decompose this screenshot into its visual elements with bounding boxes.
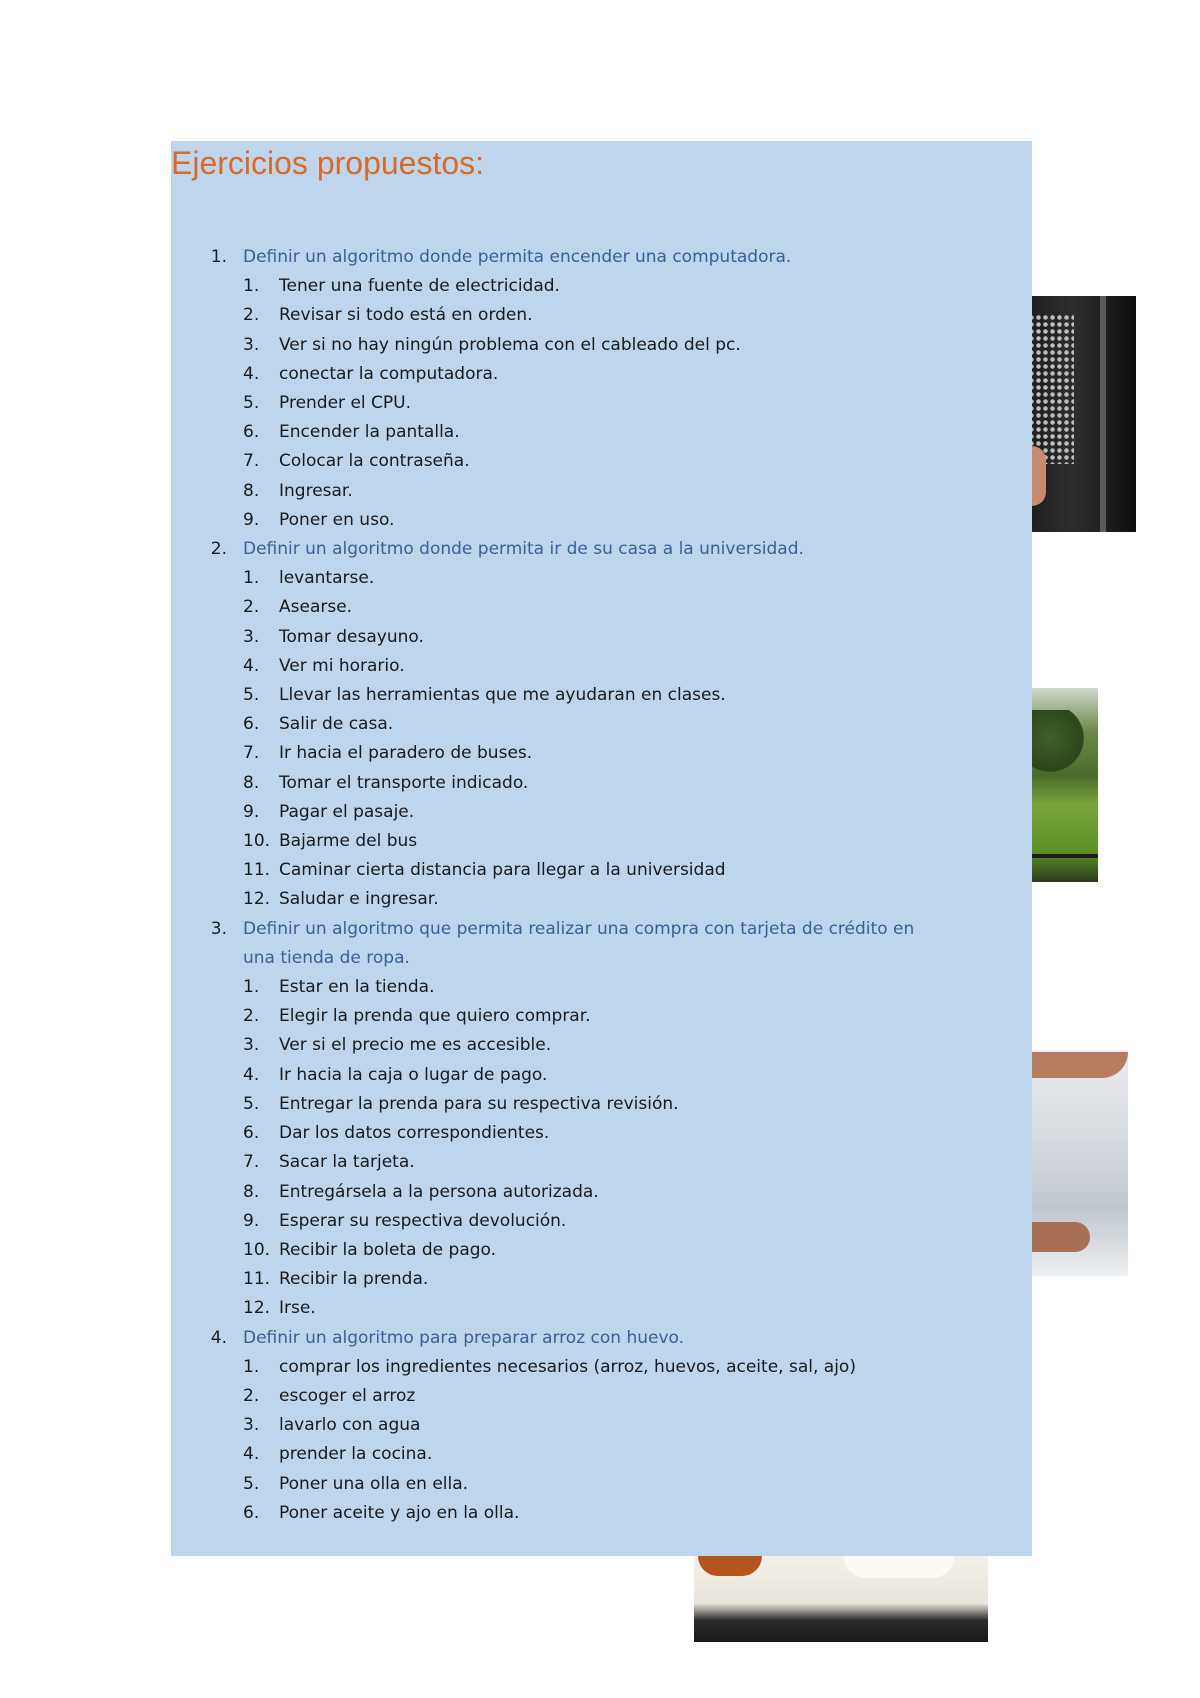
step-item [171, 331, 1032, 360]
step-text: Entregar la prenda para su respectiva revisión. [279, 1093, 679, 1114]
step-number: 5. [243, 685, 260, 706]
step-text: Bajarme del bus [279, 831, 418, 852]
exercise-number: 4. [210, 1327, 227, 1348]
step-number: 8. [243, 480, 260, 501]
step-text: Poner una olla en ella. [279, 1473, 469, 1494]
step-item [171, 564, 1032, 593]
exercise-list [171, 243, 1032, 1528]
exercise-heading-row [171, 1324, 1032, 1353]
step-text: Sacar la tarjeta. [279, 1152, 415, 1173]
step-item [171, 1119, 1032, 1148]
step-text: Caminar cierta distancia para llegar a la universidad [279, 860, 726, 881]
exercise-heading-row [171, 915, 1032, 973]
step-text: escoger el arroz [279, 1385, 416, 1406]
exercise-heading: Definir un algoritmo donde permita ir de su casa a la universidad. [243, 539, 804, 560]
step-text: Saludar e ingresar. [279, 889, 439, 910]
step-text: Estar en la tienda. [279, 977, 435, 998]
step-number: 3. [243, 626, 260, 647]
step-number: 9. [243, 1210, 260, 1231]
step-text: Encender la pantalla. [279, 422, 460, 443]
step-number: 8. [243, 1181, 260, 1202]
step-number: 4. [243, 363, 260, 384]
step-item [171, 885, 1032, 914]
step-number: 6. [243, 422, 260, 443]
exercise-number: 2. [210, 539, 227, 560]
computer-photo [1020, 296, 1136, 532]
step-item [171, 710, 1032, 739]
step-text: conectar la computadora. [279, 363, 499, 384]
step-item [171, 1265, 1032, 1294]
step-text: levantarse. [279, 568, 375, 589]
exercise-heading: Definir un algoritmo donde permita encender una computadora. [243, 247, 792, 267]
exercise-item [171, 243, 1032, 535]
step-item [171, 1499, 1032, 1528]
step-number: 5. [243, 1473, 260, 1494]
step-item [171, 1061, 1032, 1090]
step-text: Prender el CPU. [279, 393, 411, 414]
step-text: Esperar su respectiva devolución. [279, 1210, 567, 1231]
step-text: Poner en uso. [279, 509, 395, 530]
step-item [171, 827, 1032, 856]
step-item [171, 1090, 1032, 1119]
page-title: Ejercicios propuestos: [171, 145, 485, 181]
step-text: Irse. [279, 1298, 316, 1319]
step-item [171, 418, 1032, 447]
step-number: 10. [243, 831, 271, 852]
step-text: Entregársela a la persona autorizada. [279, 1181, 599, 1202]
step-item [171, 973, 1032, 1002]
step-item [171, 272, 1032, 301]
step-number: 12. [243, 1298, 271, 1319]
step-text: Salir de casa. [279, 714, 394, 735]
step-text: Colocar la contraseña. [279, 451, 470, 472]
step-item [171, 652, 1032, 681]
exercise-heading: Definir un algoritmo para preparar arroz con huevo. [243, 1327, 685, 1348]
plantain-shape [698, 1556, 762, 1576]
step-item [171, 1236, 1032, 1265]
exercise-number: 1. [210, 247, 227, 267]
step-text: Recibir la prenda. [279, 1269, 429, 1290]
step-item [171, 856, 1032, 885]
computer-case-edge [1100, 296, 1106, 532]
step-text: Recibir la boleta de pago. [279, 1239, 497, 1260]
step-text: Ver si el precio me es accesible. [279, 1035, 552, 1056]
step-item [171, 389, 1032, 418]
step-number: 2. [243, 1385, 260, 1406]
step-item [171, 1031, 1032, 1060]
step-item [171, 1002, 1032, 1031]
step-number: 2. [243, 305, 260, 326]
step-item [171, 681, 1032, 710]
step-item [171, 769, 1032, 798]
step-number: 9. [243, 509, 260, 530]
step-item [171, 1411, 1032, 1440]
step-text: Tomar desayuno. [279, 626, 424, 647]
step-number: 10. [243, 1239, 271, 1260]
step-number: 11. [243, 860, 271, 881]
step-text: Ver mi horario. [279, 655, 405, 676]
step-item [171, 593, 1032, 622]
step-text: lavarlo con agua [279, 1415, 421, 1436]
step-text: Revisar si todo está en orden. [279, 305, 533, 326]
exercise-item [171, 535, 1032, 915]
step-text: Elegir la prenda que quiero comprar. [279, 1006, 591, 1027]
step-text: Llevar las herramientas que me ayudaran en clases. [279, 685, 726, 706]
exercise-heading-row [171, 535, 1032, 564]
egg-shape [844, 1556, 954, 1578]
step-text: Ir hacia la caja o lugar de pago. [279, 1064, 548, 1085]
step-item [171, 1470, 1032, 1499]
arm-shape [1020, 1052, 1128, 1078]
step-number: 2. [243, 597, 260, 618]
step-number: 8. [243, 772, 260, 793]
card-payment-photo [1020, 1050, 1128, 1276]
step-number: 2. [243, 1006, 260, 1027]
step-text: Ir hacia el paradero de buses. [279, 743, 533, 764]
step-item [171, 477, 1032, 506]
step-text: Dar los datos correspondientes. [279, 1123, 550, 1144]
step-item [171, 1148, 1032, 1177]
step-item [171, 1207, 1032, 1236]
step-text: Tomar el transporte indicado. [279, 772, 529, 793]
step-text: Tener una fuente de electricidad. [279, 276, 560, 297]
step-number: 4. [243, 1064, 260, 1085]
tree-shape [1026, 710, 1086, 780]
step-item [171, 798, 1032, 827]
step-number: 9. [243, 801, 260, 822]
step-number: 6. [243, 1502, 260, 1523]
step-number: 4. [243, 655, 260, 676]
step-item [171, 1440, 1032, 1469]
exercise-heading: Definir un algoritmo que permita realizar una compra con tarjeta de crédito en una tienda de ropa. [243, 918, 915, 968]
step-text: Ver si no hay ningún problema con el cableado del pc. [279, 334, 741, 355]
exercise-item [171, 915, 1032, 1324]
step-item [171, 301, 1032, 330]
step-number: 1. [243, 1356, 260, 1377]
step-number: 12. [243, 889, 271, 910]
step-number: 7. [243, 451, 260, 472]
step-item [171, 1382, 1032, 1411]
computer-vent-grille [1028, 314, 1074, 464]
step-number: 7. [243, 1152, 260, 1173]
step-item [171, 360, 1032, 389]
exercise-item [171, 1324, 1032, 1528]
step-number: 7. [243, 743, 260, 764]
step-number: 4. [243, 1444, 260, 1465]
step-number: 6. [243, 1123, 260, 1144]
step-item [171, 739, 1032, 768]
exercise-heading-row [171, 243, 1032, 272]
step-text: Pagar el pasaje. [279, 801, 415, 822]
step-number: 1. [243, 977, 260, 998]
step-text: Ingresar. [279, 480, 353, 501]
step-text: Poner aceite y ajo en la olla. [279, 1502, 520, 1523]
step-item [171, 1178, 1032, 1207]
step-number: 5. [243, 1093, 260, 1114]
step-item [171, 506, 1032, 535]
exercises-panel [171, 141, 1032, 1556]
step-item [171, 1353, 1032, 1382]
step-number: 1. [243, 276, 260, 297]
step-number: 1. [243, 568, 260, 589]
step-text: Asearse. [279, 597, 353, 618]
step-item [171, 447, 1032, 476]
step-number: 11. [243, 1269, 271, 1290]
step-text: prender la cocina. [279, 1444, 433, 1465]
step-number: 3. [243, 1415, 260, 1436]
step-text: comprar los ingredientes necesarios (arroz, huevos, aceite, sal, ajo) [279, 1356, 856, 1377]
step-number: 6. [243, 714, 260, 735]
step-item [171, 1294, 1032, 1323]
step-item [171, 623, 1032, 652]
step-number: 5. [243, 393, 260, 414]
rice-with-egg-photo [694, 1556, 988, 1642]
step-number: 3. [243, 334, 260, 355]
exercise-number: 3. [210, 918, 227, 939]
step-number: 3. [243, 1035, 260, 1056]
